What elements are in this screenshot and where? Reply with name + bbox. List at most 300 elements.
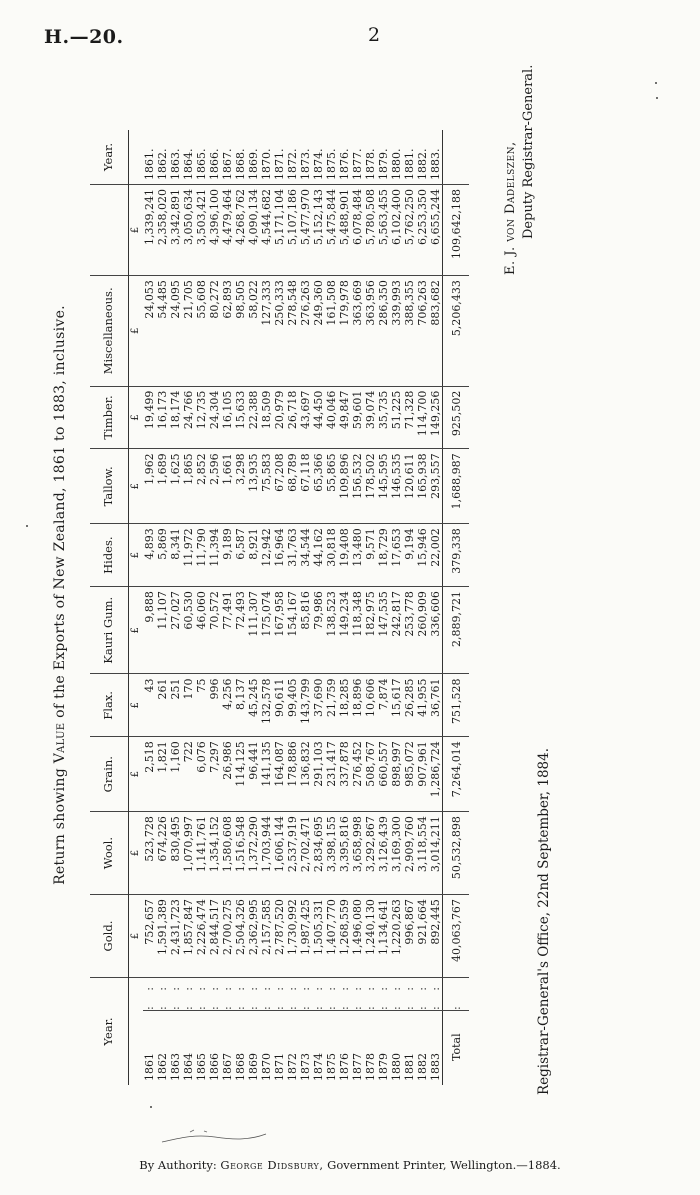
value-cell: 77,491 [221,587,234,674]
total-value-cell: 751,528 [443,674,470,737]
leader-dots: : : [286,978,299,1011]
value-cell: 58,022 [247,276,260,387]
table-body [129,130,470,1085]
value-cell: 276,263 [299,276,312,387]
value-cell: 1,606,144 [273,812,286,895]
scribble-mark [160,1128,270,1146]
value-cell: 18,896 [351,674,364,737]
value-cell: 12,735 [195,386,208,449]
value-cell: 4,268,762 [234,185,247,276]
value-cell: 2,518 [143,737,156,812]
value-cell: 883,682 [429,276,443,387]
value-cell: 67,118 [299,449,312,524]
value-cell: 79,986 [312,587,325,674]
year-cell: 1882 [416,1011,429,1086]
value-cell: 1,134,641 [377,895,390,978]
leader-dots: : : [143,978,156,1011]
year-cell: 1863 [169,1011,182,1086]
leader-dots: : : [403,978,416,1011]
title-emphasis: Value [52,722,68,764]
value-cell: 4,090,134 [247,185,260,276]
value-cell: 35,735 [377,386,390,449]
value-cell: 2,787,520 [273,895,286,978]
value-cell: 120,611 [403,449,416,524]
value-cell: 2,834,695 [312,812,325,895]
value-cell: 98,505 [234,276,247,387]
value-cell: 24,766 [182,386,195,449]
value-cell: 276,452 [351,737,364,812]
value-cell: 49,847 [338,386,351,449]
table-row [221,130,234,1085]
value-cell: 5,762,250 [403,185,416,276]
year-cell: 1873. [299,148,312,180]
value-cell: 2,431,723 [169,895,182,978]
currency-symbol: £ [129,895,144,978]
currency-symbol: £ [129,524,144,587]
total-value-cell: 925,502 [443,386,470,449]
leader-dots: : : [377,978,390,1011]
value-cell: 286,350 [377,276,390,387]
value-cell: 68,789 [286,449,299,524]
table-row [416,130,429,1085]
value-cell: 175,074 [260,587,273,674]
value-cell: 114,125 [234,737,247,812]
value-cell: 3,014,211 [429,812,443,895]
column-header: Kauri Gum. [90,587,129,674]
value-cell: 5,488,901 [338,185,351,276]
value-cell: 1,962 [143,449,156,524]
value-cell: 62,893 [221,276,234,387]
value-cell: 13,935 [247,449,260,524]
value-cell: 19,499 [143,386,156,449]
value-cell: 293,557 [429,449,443,524]
value-cell: 1,070,997 [182,812,195,895]
value-cell: 752,657 [143,895,156,978]
year-cell: 1869 [247,1011,260,1086]
value-cell: 907,961 [416,737,429,812]
title-suffix: of the Exports of New Zealand, 1861 to 1883, inclusive. [52,305,68,718]
currency-symbol: £ [129,587,144,674]
value-cell: 1,591,389 [156,895,169,978]
value-cell: 388,355 [403,276,416,387]
value-cell: 1,987,425 [299,895,312,978]
footer-suffix: Government Printer, Wellington.—1884. [327,1158,561,1172]
year-cell: 1862. [156,148,169,180]
value-cell: 892,445 [429,895,443,978]
value-cell: 114,700 [416,386,429,449]
value-cell: 11,972 [182,524,195,587]
value-cell: 15,617 [390,674,403,737]
value-cell: 161,508 [325,276,338,387]
value-cell: 67,208 [273,449,286,524]
value-cell: 6,587 [234,524,247,587]
column-header: Tallow. [90,449,129,524]
empty-cell [129,130,144,185]
value-cell: 242,817 [390,587,403,674]
column-header: Hides. [90,524,129,587]
value-cell: 508,767 [364,737,377,812]
table-row [403,130,416,1085]
specks [656,97,658,99]
table-row [195,130,208,1085]
table-row [273,130,286,1085]
year-cell: 1871. [273,148,286,180]
table-row [299,130,312,1085]
value-cell: 43,697 [299,386,312,449]
year-cell: 1873 [299,1011,312,1086]
value-cell: 99,405 [286,674,299,737]
year-cell: 1878. [364,148,377,180]
value-cell: 4,544,682 [260,185,273,276]
value-cell: 16,105 [221,386,234,449]
table-row [182,130,195,1085]
value-cell: 72,493 [234,587,247,674]
leader-dots: : : [182,978,195,1011]
value-cell: 996 [208,674,221,737]
value-cell: 132,578 [260,674,273,737]
value-cell: 336,606 [429,587,443,674]
value-cell: 5,780,508 [364,185,377,276]
value-cell: 7,874 [377,674,390,737]
table-row [312,130,325,1085]
value-cell: 5,107,186 [286,185,299,276]
value-cell: 6,076 [195,737,208,812]
value-cell: 337,878 [338,737,351,812]
value-cell: 55,608 [195,276,208,387]
column-header: Miscellaneous. [90,276,129,387]
value-cell: 1,505,331 [312,895,325,978]
currency-unit-row [129,130,144,1085]
total-value-cell: 5,206,433 [443,276,470,387]
value-cell: 1,580,608 [221,812,234,895]
value-cell: 2,844,517 [208,895,221,978]
value-cell: 138,523 [325,587,338,674]
value-cell: 1,220,263 [390,895,403,978]
value-cell: 6,078,484 [351,185,364,276]
value-cell: 921,664 [416,895,429,978]
value-cell: 1,141,761 [195,812,208,895]
column-header: Year. [90,978,129,1086]
value-cell: 249,360 [312,276,325,387]
currency-symbol: £ [129,449,144,524]
value-cell: 178,886 [286,737,299,812]
value-cell: 2,362,995 [247,895,260,978]
value-cell: 20,979 [273,386,286,449]
year-cell: 1878 [364,1011,377,1086]
value-cell: 1,407,770 [325,895,338,978]
year-cell: 1869. [247,148,260,180]
value-cell: 13,480 [351,524,364,587]
value-cell: 136,832 [299,737,312,812]
year-cell: 1875 [325,1011,338,1086]
currency-symbol: £ [129,812,144,895]
value-cell: 59,601 [351,386,364,449]
value-cell: 1,286,724 [429,737,443,812]
total-value-cell: 109,642,188 [443,185,470,276]
value-cell: 90,611 [273,674,286,737]
table-title [52,95,68,1095]
value-cell: 278,548 [286,276,299,387]
value-cell: 178,502 [364,449,377,524]
year-cell: 1868 [234,1011,247,1086]
value-cell: 179,978 [338,276,351,387]
value-cell: 3,050,634 [182,185,195,276]
total-label: Total [443,1011,470,1086]
year-cell: 1870. [260,148,273,180]
leader-dots: : : [195,978,208,1011]
column-header: Gold. [90,895,129,978]
year-cell: 1871 [273,1011,286,1086]
value-cell: 9,194 [403,524,416,587]
leader-dots: : : [312,978,325,1011]
value-cell: 722 [182,737,195,812]
value-cell: 36,761 [429,674,443,737]
value-cell: 22,388 [247,386,260,449]
table-row [143,130,156,1085]
year-cell: 1879. [377,148,390,180]
value-cell: 5,477,970 [299,185,312,276]
table-row [260,130,273,1085]
value-cell: 830,495 [169,812,182,895]
value-cell: 165,938 [416,449,429,524]
value-cell: 18,174 [169,386,182,449]
leader-dots: : : [156,978,169,1011]
value-cell: 898,997 [390,737,403,812]
table-row [156,130,169,1085]
value-cell: 8,137 [234,674,247,737]
specks [655,82,657,84]
value-cell: 3,169,300 [390,812,403,895]
leader-dots: : : [299,978,312,1011]
value-cell: 291,103 [312,737,325,812]
column-header: Year. [90,130,129,185]
value-cell: 5,152,143 [312,185,325,276]
printer-footer [0,1158,700,1172]
value-cell: 9,189 [221,524,234,587]
value-cell: 40,046 [325,386,338,449]
value-cell: 16,964 [273,524,286,587]
year-cell: 1861 [143,1011,156,1086]
exports-value-table [90,130,469,1085]
value-cell: 167,958 [273,587,286,674]
value-cell: 21,705 [182,276,195,387]
column-header [90,185,129,276]
leader-dots: : : [390,978,403,1011]
value-cell: 260,909 [416,587,429,674]
value-cell: 1,730,992 [286,895,299,978]
year-cell: 1877. [351,148,364,180]
table-header-row [90,130,129,1085]
value-cell: 26,986 [221,737,234,812]
value-cell: 523,728 [143,812,156,895]
year-cell: 1867 [221,1011,234,1086]
leader-dots: : : [416,978,429,1011]
value-cell: 30,818 [325,524,338,587]
value-cell: 2,852 [195,449,208,524]
value-cell: 54,485 [156,276,169,387]
year-cell: 1870 [260,1011,273,1086]
value-cell: 674,226 [156,812,169,895]
value-cell: 34,544 [299,524,312,587]
year-cell: 1879 [377,1011,390,1086]
value-cell: 3,398,155 [325,812,338,895]
year-cell: 1864. [182,148,195,180]
value-cell: 8,921 [247,524,260,587]
leader-dots: : : [169,978,182,1011]
year-cell: 1868. [234,148,247,180]
value-cell: 2,358,020 [156,185,169,276]
value-cell: 43 [143,674,156,737]
paper-code: H.—20. [44,26,124,48]
year-cell: 1881 [403,1011,416,1086]
value-cell: 363,956 [364,276,377,387]
value-cell: 363,669 [351,276,364,387]
value-cell: 118,348 [351,587,364,674]
footer-printer: George Didsbury, [220,1158,324,1172]
value-cell: 51,225 [390,386,403,449]
value-cell: 1,339,241 [143,185,156,276]
value-cell: 4,479,464 [221,185,234,276]
year-cell: 1866. [208,148,221,180]
column-header: Grain. [90,737,129,812]
value-cell: 1,703,944 [260,812,273,895]
signatory-name: E. J. von Dadelszen, [503,141,518,275]
value-cell: 2,702,471 [299,812,312,895]
year-cell: 1877 [351,1011,364,1086]
value-cell: 2,909,760 [403,812,416,895]
year-cell: 1882. [416,148,429,180]
value-cell: 3,658,998 [351,812,364,895]
value-cell: 143,799 [299,674,312,737]
leader-dots: : : [260,978,273,1011]
value-cell: 5,869 [156,524,169,587]
table-row [325,130,338,1085]
leader-dots: : : [364,978,377,1011]
value-cell: 96,441 [247,737,260,812]
value-cell: 1,496,080 [351,895,364,978]
value-cell: 15,633 [234,386,247,449]
value-cell: 164,087 [273,737,286,812]
value-cell: 9,888 [143,587,156,674]
currency-symbol: £ [129,386,144,449]
value-cell: 21,759 [325,674,338,737]
value-cell: 11,394 [208,524,221,587]
value-cell: 339,993 [390,276,403,387]
value-cell: 706,263 [416,276,429,387]
year-cell: 1861. [143,148,156,180]
value-cell: 1,821 [156,737,169,812]
year-cell: 1865. [195,148,208,180]
value-cell: 2,157,585 [260,895,273,978]
footer-prefix: By Authority: [139,1158,217,1172]
value-cell: 145,595 [377,449,390,524]
value-cell: 1,661 [221,449,234,524]
total-value-cell: 2,889,721 [443,587,470,674]
value-cell: 111,307 [247,587,260,674]
value-cell: 55,865 [325,449,338,524]
value-cell: 8,341 [169,524,182,587]
table-row [351,130,364,1085]
value-cell: 11,107 [156,587,169,674]
leader-dots: : : [338,978,351,1011]
value-cell: 6,102,400 [390,185,403,276]
value-cell: 660,557 [377,737,390,812]
leader-dots: : : [273,978,286,1011]
value-cell: 27,027 [169,587,182,674]
value-cell: 2,537,919 [286,812,299,895]
value-cell: 18,285 [338,674,351,737]
value-cell: 2,504,326 [234,895,247,978]
year-cell: 1863. [169,148,182,180]
value-cell: 75 [195,674,208,737]
column-header: Timber. [90,386,129,449]
value-cell: 5,563,455 [377,185,390,276]
value-cell: 19,408 [338,524,351,587]
value-cell: 26,285 [403,674,416,737]
table-row [169,130,182,1085]
value-cell: 60,530 [182,587,195,674]
value-cell: 170 [182,674,195,737]
value-cell: 7,297 [208,737,221,812]
value-cell: 15,946 [416,524,429,587]
value-cell: 26,718 [286,386,299,449]
year-cell: 1872 [286,1011,299,1086]
table-row [390,130,403,1085]
value-cell: 251 [169,674,182,737]
value-cell: 71,328 [403,386,416,449]
value-cell: 996,867 [403,895,416,978]
value-cell: 6,253,350 [416,185,429,276]
value-cell: 985,072 [403,737,416,812]
value-cell: 1,268,559 [338,895,351,978]
value-cell: 3,118,554 [416,812,429,895]
value-cell: 146,535 [390,449,403,524]
year-cell: 1883 [429,1011,443,1086]
year-cell: 1866 [208,1011,221,1086]
value-cell: 3,298 [234,449,247,524]
value-cell: 24,095 [169,276,182,387]
value-cell: 24,304 [208,386,221,449]
value-cell: 2,596 [208,449,221,524]
total-value-cell: 379,338 [443,524,470,587]
value-cell: 80,272 [208,276,221,387]
table-row [208,130,221,1085]
value-cell: 147,535 [377,587,390,674]
value-cell: 3,126,439 [377,812,390,895]
currency-symbol: £ [129,737,144,812]
value-cell: 3,292,867 [364,812,377,895]
signatory-title: Deputy Registrar-General. [521,64,536,239]
value-cell: 231,417 [325,737,338,812]
currency-symbol: £ [129,185,144,276]
value-cell: 1,857,847 [182,895,195,978]
table-row [247,130,260,1085]
year-cell: 1864 [182,1011,195,1086]
value-cell: 2,226,474 [195,895,208,978]
currency-symbol: £ [129,276,144,387]
value-cell: 16,173 [156,386,169,449]
office-date-line: Registrar-General's Office, 22nd September, 1884. [536,747,552,1095]
value-cell: 5,475,844 [325,185,338,276]
value-cell: 156,532 [351,449,364,524]
leader-dots: : : [325,978,338,1011]
value-cell: 18,509 [260,386,273,449]
value-cell: 250,333 [273,276,286,387]
specks [150,1106,152,1108]
value-cell: 4,256 [221,674,234,737]
value-cell: 182,975 [364,587,377,674]
value-cell: 22,002 [429,524,443,587]
